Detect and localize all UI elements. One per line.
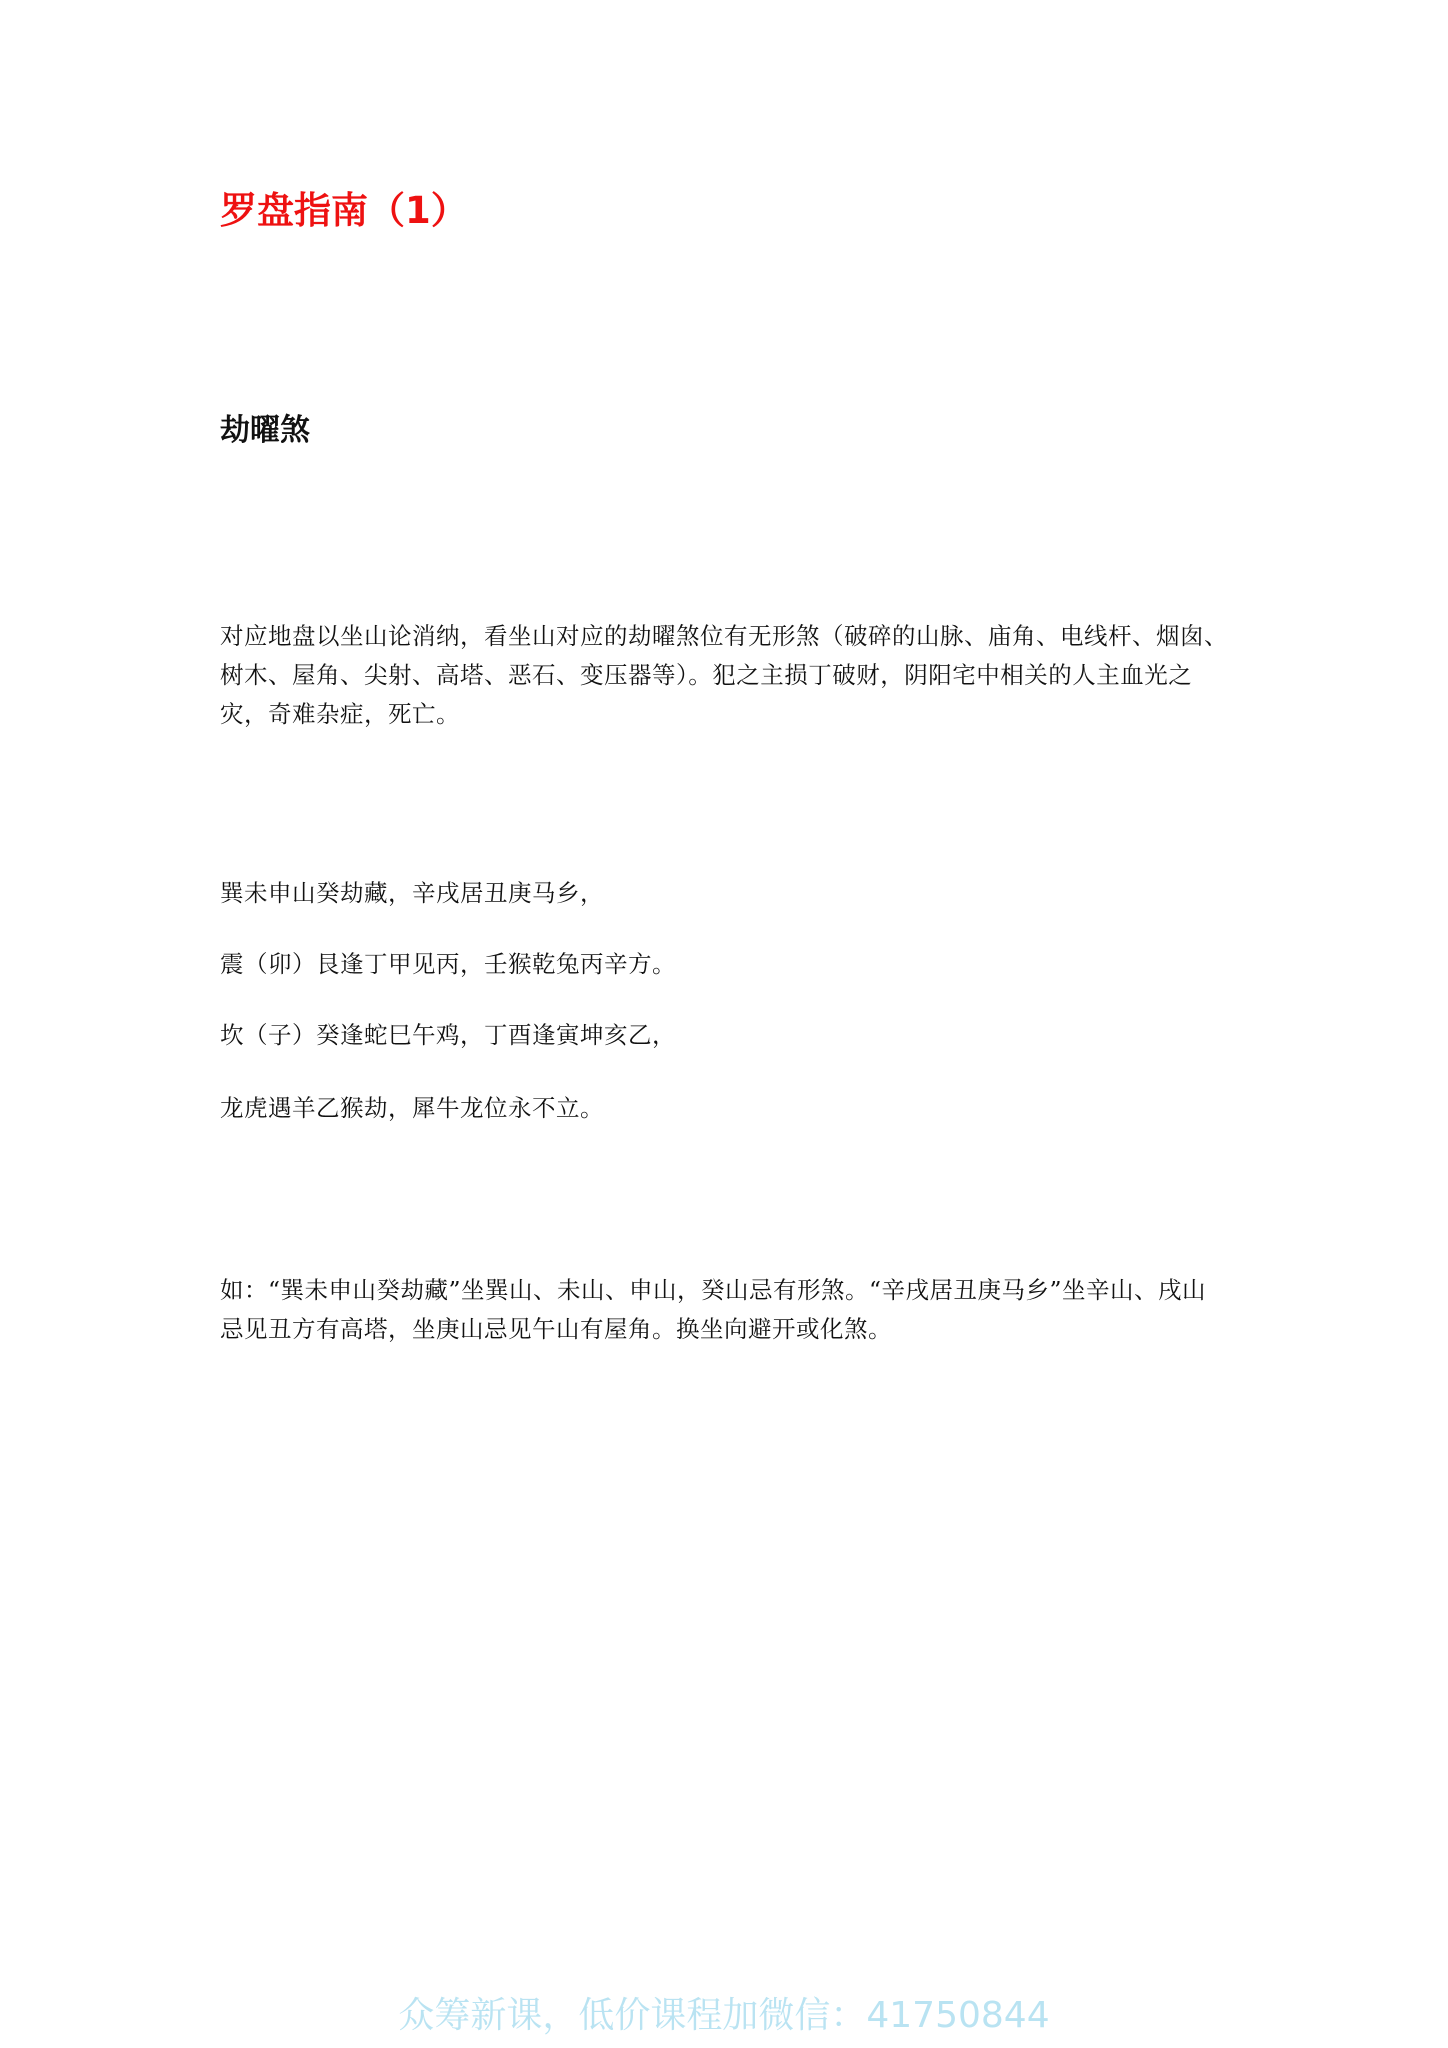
example-paragraph: 如：“巽未申山癸劫藏”坐巽山、未山、申山，癸山忌有形煞。“辛戌居丑庚马乡”坐辛山、戌山忌见丑方有高塔，坐庚山忌见午山有屋角。换坐向避开或化煞。	[220, 1276, 1207, 1343]
verse-line: 巽未申山癸劫藏，辛戌居丑庚马乡，	[220, 879, 604, 907]
section-heading: 劫曜煞	[220, 413, 310, 448]
verse-line: 震（卯）艮逢丁甲见丙，壬猴乾兔丙辛方。	[220, 950, 676, 978]
verse-line: 龙虎遇羊乙猴劫，犀牛龙位永不立。	[220, 1094, 604, 1122]
intro-paragraph: 对应地盘以坐山论消纳，看坐山对应的劫曜煞位有无形煞（破碎的山脉、庙角、电线杆、烟囱、树木、屋角、尖射、高塔、恶石、变压器等）。犯之主损丁破财，阴阳宅中相关的人主血光之灾，奇难杂症，死亡。	[220, 622, 1228, 728]
watermark-text: 众筹新课，低价课程加微信：41750844	[398, 1995, 1050, 2036]
verse-line: 坎（子）癸逢蛇巳午鸡，丁酉逢寅坤亥乙，	[220, 1021, 676, 1049]
page-title: 罗盘指南（1）	[220, 189, 468, 232]
